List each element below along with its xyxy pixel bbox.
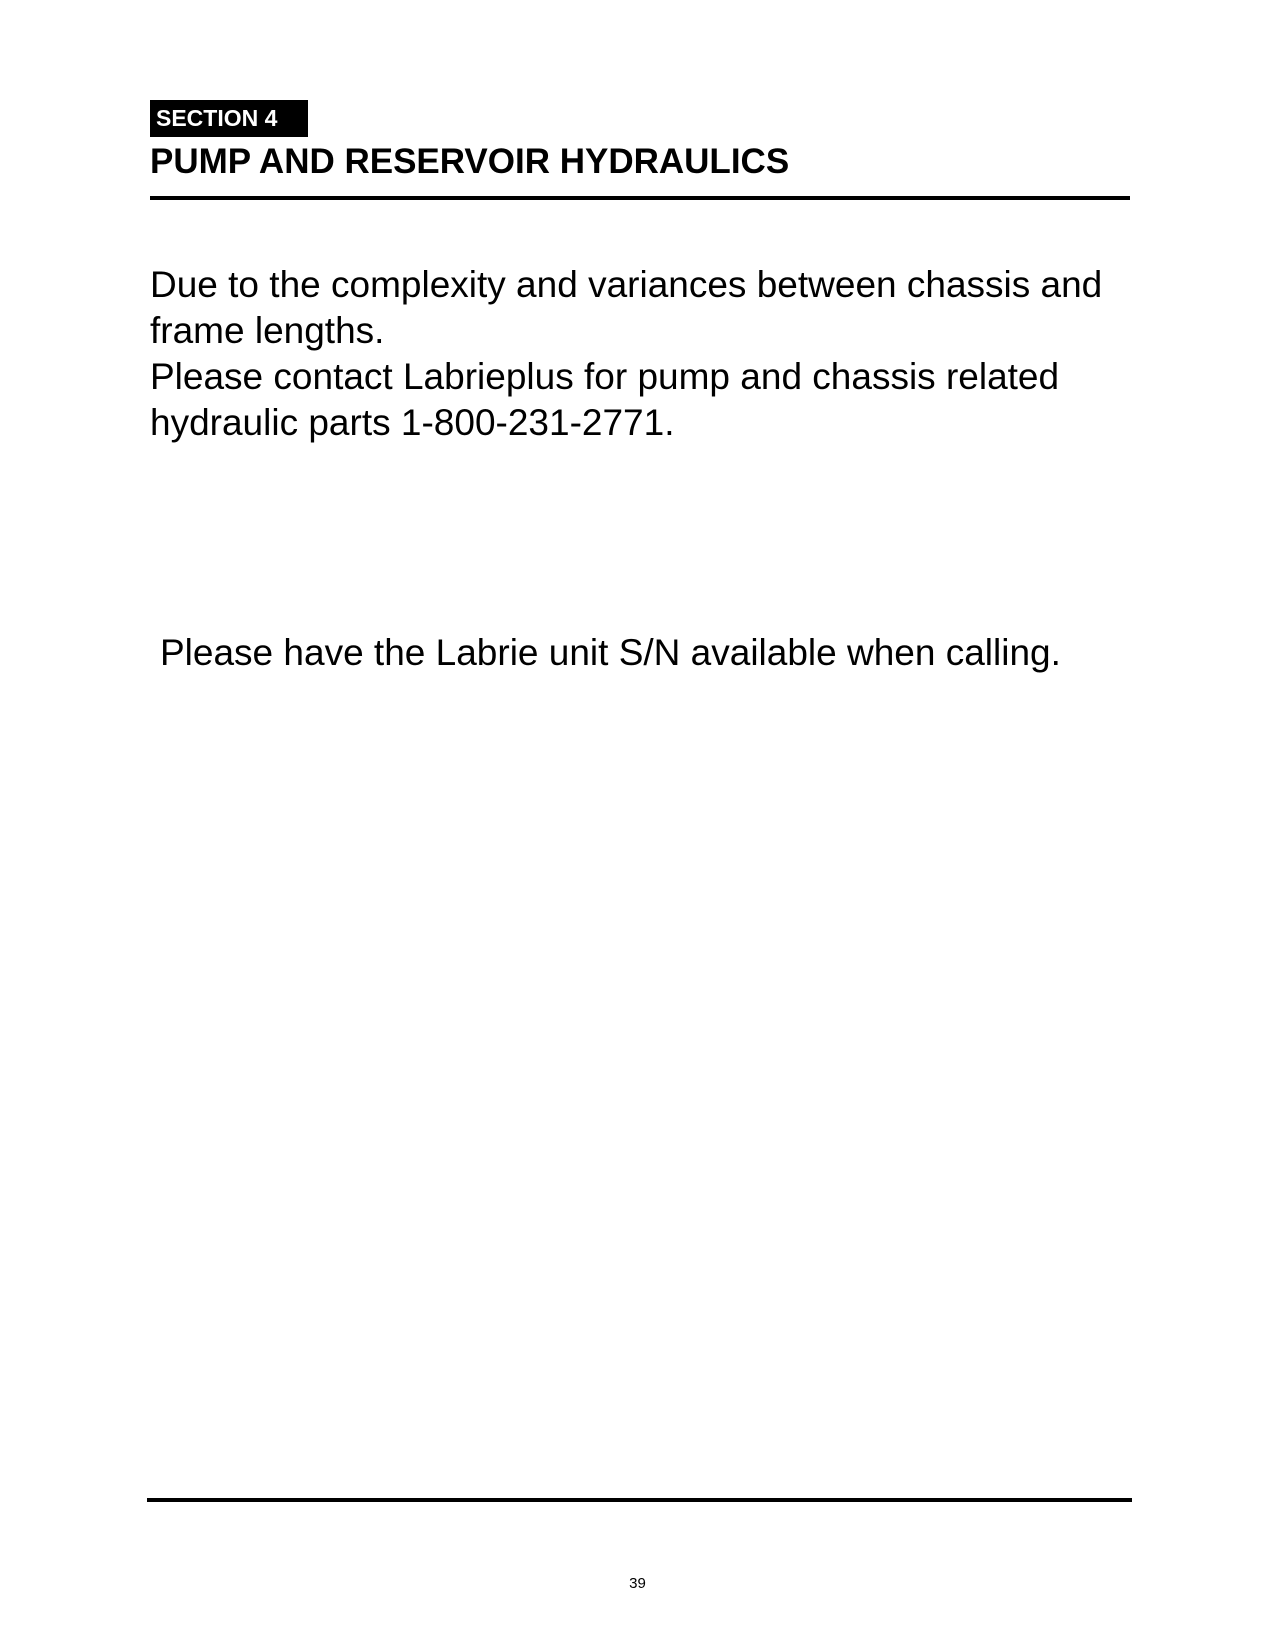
footer-divider: [147, 1498, 1132, 1502]
serial-number-note: Please have the Labrie unit S/N available when calling.: [160, 632, 1061, 673]
header-divider: [150, 196, 1130, 200]
body-text: [150, 262, 1140, 446]
page-number: 39: [629, 1575, 646, 1592]
paragraph-contact: Please contact Labrieplus for pump and chassis related hydraulic parts 1-800-231-2771.: [150, 356, 1060, 443]
page-title: PUMP AND RESERVOIR HYDRAULICS: [150, 142, 790, 181]
paragraph-complexity: Due to the complexity and variances between chassis and frame lengths.: [150, 264, 1103, 351]
section-badge: SECTION 4: [150, 100, 308, 137]
